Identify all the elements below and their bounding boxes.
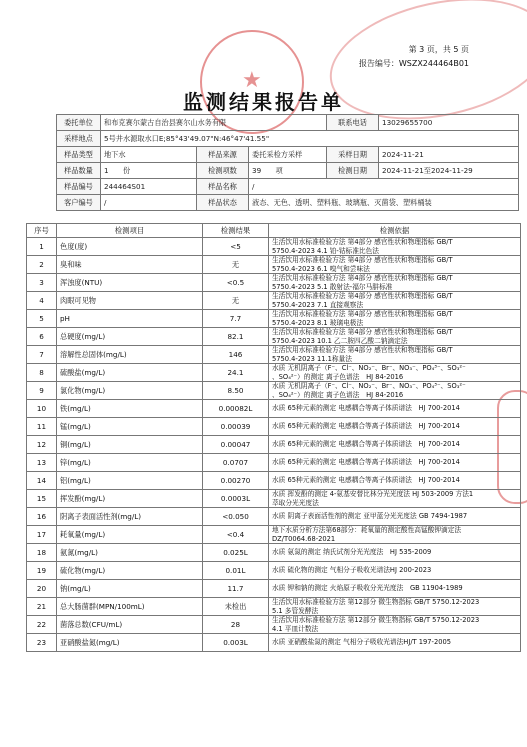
page-title: 监测结果报告单	[183, 90, 344, 114]
source-label: 样品来源	[197, 147, 249, 163]
row-number: 14	[27, 472, 57, 490]
row-result: <0.4	[203, 526, 269, 544]
row-item: 氯化物(mg/L)	[57, 382, 203, 400]
test-date-value: 2024-11-21至2024-11-29	[379, 163, 519, 179]
table-row	[27, 508, 521, 526]
row-item: 总硬度(mg/L)	[57, 328, 203, 346]
row-basis	[269, 616, 521, 634]
row-item: 氨氮(mg/L)	[57, 544, 203, 562]
row-basis	[269, 292, 521, 310]
items-value: 39 项	[249, 163, 327, 179]
phone-value: 13029655700	[379, 115, 519, 131]
results-header-row	[27, 224, 521, 238]
row-basis	[269, 544, 521, 562]
items-label: 检测项数	[197, 163, 249, 179]
row-result: 146	[203, 346, 269, 364]
basis-line: 水质 钾和钠的测定 火焰原子吸收分光光度法 GB 11904-1989	[272, 584, 463, 593]
basis-line: 水质 氨氮的测定 纳氏试剂分光光度法 HJ 535-2009	[272, 548, 432, 557]
basis-line: 萃取分光光度法	[272, 498, 319, 507]
row-result: 0.0003L	[203, 490, 269, 508]
basis-line: 水质 挥发酚的测定 4-氨基安替比林分光光度法 HJ 503-2009 方法1	[272, 490, 474, 499]
sample-name-label: 样品名称	[197, 179, 249, 195]
row-basis	[269, 436, 521, 454]
row-result: 0.01L	[203, 562, 269, 580]
test-date-label: 检测日期	[327, 163, 379, 179]
row-result: <0.050	[203, 508, 269, 526]
row-item: 硫酸盐(mg/L)	[57, 364, 203, 382]
row-item: 钠(mg/L)	[57, 580, 203, 598]
row-number: 2	[27, 256, 57, 274]
row-result: <5	[203, 238, 269, 256]
row-result: 无	[203, 256, 269, 274]
row-result: 0.00082L	[203, 400, 269, 418]
phone-label: 联系电话	[327, 115, 379, 131]
row-result: 0.003L	[203, 634, 269, 652]
row-number: 20	[27, 580, 57, 598]
basis-line: 水质 阴离子表面活性剂的测定 亚甲蓝分光光度法 GB 7494-1987	[272, 512, 468, 521]
basis-line: 地下水质分析方法第68部分：耗氧量的测定酸性高锰酸钾滴定法	[272, 526, 462, 535]
basis-line: 生活饮用水标准检验方法 第4部分 感官性状和物理指标 GB/T	[272, 310, 453, 319]
row-basis	[269, 598, 521, 616]
table-row	[27, 616, 521, 634]
table-row	[27, 436, 521, 454]
header-no: 序号	[27, 224, 57, 238]
row-basis	[269, 274, 521, 292]
sampling-date-value: 2024-11-21	[379, 147, 519, 163]
basis-line: 5750.4-2023 5.1 散射法-福尔马肼标准	[272, 282, 393, 291]
row-item: 亚硝酸盐氮(mg/L)	[57, 634, 203, 652]
basis-line: 、SO₄²⁻）的测定 离子色谱法 HJ 84-2016	[272, 390, 404, 399]
table-row	[27, 310, 521, 328]
row-number: 19	[27, 562, 57, 580]
basis-line: 水质 65种元素的测定 电感耦合等离子体质谱法 HJ 700-2014	[272, 440, 460, 449]
table-row	[27, 364, 521, 382]
row-result: <0.5	[203, 274, 269, 292]
basis-line: 生活饮用水标准检验方法 第4部分 感官性状和物理指标 GB/T	[272, 328, 453, 337]
basis-line: 水质 无机阴离子（F⁻、Cl⁻、NO₂⁻、Br⁻、NO₃⁻、PO₄³⁻、SO₃²⁻	[272, 364, 466, 373]
basis-line: 水质 硫化物的测定 气相分子吸收光谱法HJ 200-2023	[272, 566, 432, 575]
row-number: 5	[27, 310, 57, 328]
client-value: 和布克赛尔蒙古自治县赛尔山水务有限	[101, 115, 327, 131]
basis-line: 5750.4-2023 4.1 铂-钴标准比色法	[272, 246, 379, 255]
row-basis	[269, 454, 521, 472]
row-number: 16	[27, 508, 57, 526]
basis-line: 水质 无机阴离子（F⁻、Cl⁻、NO₂⁻、Br⁻、NO₃⁻、PO₄³⁻、SO₃²⁻	[272, 382, 466, 391]
table-row	[27, 526, 521, 544]
row-result: 28	[203, 616, 269, 634]
row-basis	[269, 472, 521, 490]
row-result: 0.00039	[203, 418, 269, 436]
header-basis: 检测依据	[269, 224, 521, 238]
basis-line: 5750.4-2023 6.1 嗅气和尝味法	[272, 264, 370, 273]
site-value: 5号井水源取水口E;85°43'49.07"N:46°47'41.55"	[101, 131, 519, 147]
row-number: 8	[27, 364, 57, 382]
sample-info-table	[56, 114, 519, 211]
row-basis	[269, 580, 521, 598]
row-result: 0.00047	[203, 436, 269, 454]
basis-line: 5.1 多管发酵法	[272, 606, 319, 615]
row-result: 0.0707	[203, 454, 269, 472]
row-basis	[269, 526, 521, 544]
table-row	[27, 472, 521, 490]
row-item: 菌落总数(CFU/mL)	[57, 616, 203, 634]
client-id-label: 客户编号	[57, 195, 101, 211]
row-number: 23	[27, 634, 57, 652]
row-basis	[269, 310, 521, 328]
row-number: 17	[27, 526, 57, 544]
basis-line: 4.1 平皿计数法	[272, 624, 319, 633]
row-number: 9	[27, 382, 57, 400]
header-item: 检测项目	[57, 224, 203, 238]
row-result: 82.1	[203, 328, 269, 346]
row-item: 溶解性总固体(mg/L)	[57, 346, 203, 364]
table-row	[27, 274, 521, 292]
report-number: 报告编号：WSZX244464B01	[358, 59, 469, 68]
row-number: 3	[27, 274, 57, 292]
row-item: 挥发酚(mg/L)	[57, 490, 203, 508]
row-result: 未检出	[203, 598, 269, 616]
row-result: 24.1	[203, 364, 269, 382]
table-row	[27, 382, 521, 400]
basis-line: DZ/T0064.68-2021	[272, 534, 336, 543]
sample-no-value: 244464S01	[101, 179, 197, 195]
basis-line: 生活饮用水标准检验方法 第4部分 感官性状和物理指标 GB/T	[272, 346, 453, 355]
row-number: 10	[27, 400, 57, 418]
basis-line: 水质 65种元素的测定 电感耦合等离子体质谱法 HJ 700-2014	[272, 404, 460, 413]
table-row	[27, 418, 521, 436]
row-item: 硫化物(mg/L)	[57, 562, 203, 580]
row-result: 0.025L	[203, 544, 269, 562]
row-item: 锌(mg/L)	[57, 454, 203, 472]
row-item: 肉眼可见物	[57, 292, 203, 310]
row-basis	[269, 382, 521, 400]
sample-no-label: 样品编号	[57, 179, 101, 195]
row-number: 21	[27, 598, 57, 616]
results-table	[26, 223, 521, 652]
client-id-value: /	[101, 195, 197, 211]
table-row	[27, 634, 521, 652]
table-row	[27, 346, 521, 364]
row-item: 色度(度)	[57, 238, 203, 256]
row-basis	[269, 490, 521, 508]
basis-line: 水质 65种元素的测定 电感耦合等离子体质谱法 HJ 700-2014	[272, 422, 460, 431]
table-row	[27, 292, 521, 310]
table-row	[27, 598, 521, 616]
seal-star-icon: ★	[242, 68, 262, 93]
row-basis	[269, 508, 521, 526]
row-result: 8.50	[203, 382, 269, 400]
page-info: 第 3 页，共 5 页	[408, 45, 469, 54]
table-row	[27, 328, 521, 346]
table-row	[27, 544, 521, 562]
row-basis	[269, 364, 521, 382]
header-result: 检测结果	[203, 224, 269, 238]
qty-label: 样品数量	[57, 163, 101, 179]
row-item: 铁(mg/L)	[57, 400, 203, 418]
row-item: 臭和味	[57, 256, 203, 274]
qty-value: 1 份	[101, 163, 197, 179]
row-basis	[269, 400, 521, 418]
basis-line: 水质 65种元素的测定 电感耦合等离子体质谱法 HJ 700-2014	[272, 476, 460, 485]
row-result: 0.00270	[203, 472, 269, 490]
row-item: 铜(mg/L)	[57, 436, 203, 454]
row-number: 6	[27, 328, 57, 346]
row-number: 18	[27, 544, 57, 562]
row-basis	[269, 328, 521, 346]
state-label: 样品状态	[197, 195, 249, 211]
table-row	[27, 256, 521, 274]
sampling-date-label: 采样日期	[327, 147, 379, 163]
basis-line: 5750.4-2023 11.1称量法	[272, 354, 352, 363]
row-number: 12	[27, 436, 57, 454]
basis-line: 生活饮用水标准检验方法 第4部分 感官性状和物理指标 GB/T	[272, 292, 453, 301]
table-row	[27, 562, 521, 580]
row-item: 锰(mg/L)	[57, 418, 203, 436]
row-item: 总大肠菌群(MPN/100mL)	[57, 598, 203, 616]
row-result: 7.7	[203, 310, 269, 328]
results-body	[27, 238, 521, 652]
row-item: 阴离子表面活性剂(mg/L)	[57, 508, 203, 526]
sample-name-value: /	[249, 179, 519, 195]
basis-line: 生活饮用水标准检验方法 第4部分 感官性状和物理指标 GB/T	[272, 256, 453, 265]
basis-line: 生活饮用水标准检验方法 第12部分 微生物指标 GB/T 5750.12-2023	[272, 616, 480, 625]
row-item: 浑浊度(NTU)	[57, 274, 203, 292]
basis-line: 5750.4-2023 7.1 直接观察法	[272, 300, 364, 309]
state-value: 液态、无色、透明、塑料瓶、玻璃瓶、灭菌袋、塑料桶装	[249, 195, 519, 211]
table-row	[27, 454, 521, 472]
basis-line: 5750.4-2023 10.1 乙二胺四乙酸二钠滴定法	[272, 336, 408, 345]
row-basis	[269, 238, 521, 256]
table-row	[27, 580, 521, 598]
row-result: 11.7	[203, 580, 269, 598]
row-number: 11	[27, 418, 57, 436]
row-number: 1	[27, 238, 57, 256]
basis-line: 、SO₄²⁻）的测定 离子色谱法 HJ 84-2016	[272, 372, 404, 381]
row-basis	[269, 562, 521, 580]
basis-line: 水质 亚硝酸盐氮的测定 气相分子吸收光谱法HJ/T 197-2005	[272, 638, 451, 647]
row-item: 耗氧量(mg/L)	[57, 526, 203, 544]
client-label: 委托单位	[57, 115, 101, 131]
row-number: 13	[27, 454, 57, 472]
type-value: 地下水	[101, 147, 197, 163]
site-label: 采样地点	[57, 131, 101, 147]
table-row	[27, 238, 521, 256]
row-number: 7	[27, 346, 57, 364]
table-row	[27, 400, 521, 418]
row-basis	[269, 346, 521, 364]
basis-line: 生活饮用水标准检验方法 第4部分 感官性状和物理指标 GB/T	[272, 274, 453, 283]
table-row	[27, 490, 521, 508]
row-result: 无	[203, 292, 269, 310]
source-value: 委托采检方采样	[249, 147, 327, 163]
basis-line: 生活饮用水标准检验方法 第4部分 感官性状和物理指标 GB/T	[272, 238, 453, 247]
basis-line: 水质 65种元素的测定 电感耦合等离子体质谱法 HJ 700-2014	[272, 458, 460, 467]
row-basis	[269, 256, 521, 274]
row-item: 铝(mg/L)	[57, 472, 203, 490]
basis-line: 5750.4-2023 8.1 玻璃电极法	[272, 318, 364, 327]
type-label: 样品类型	[57, 147, 101, 163]
row-number: 4	[27, 292, 57, 310]
row-item: pH	[57, 310, 203, 328]
basis-line: 生活饮用水标准检验方法 第12部分 微生物指标 GB/T 5750.12-2023	[272, 598, 480, 607]
row-basis	[269, 634, 521, 652]
row-basis	[269, 418, 521, 436]
row-number: 15	[27, 490, 57, 508]
row-number: 22	[27, 616, 57, 634]
